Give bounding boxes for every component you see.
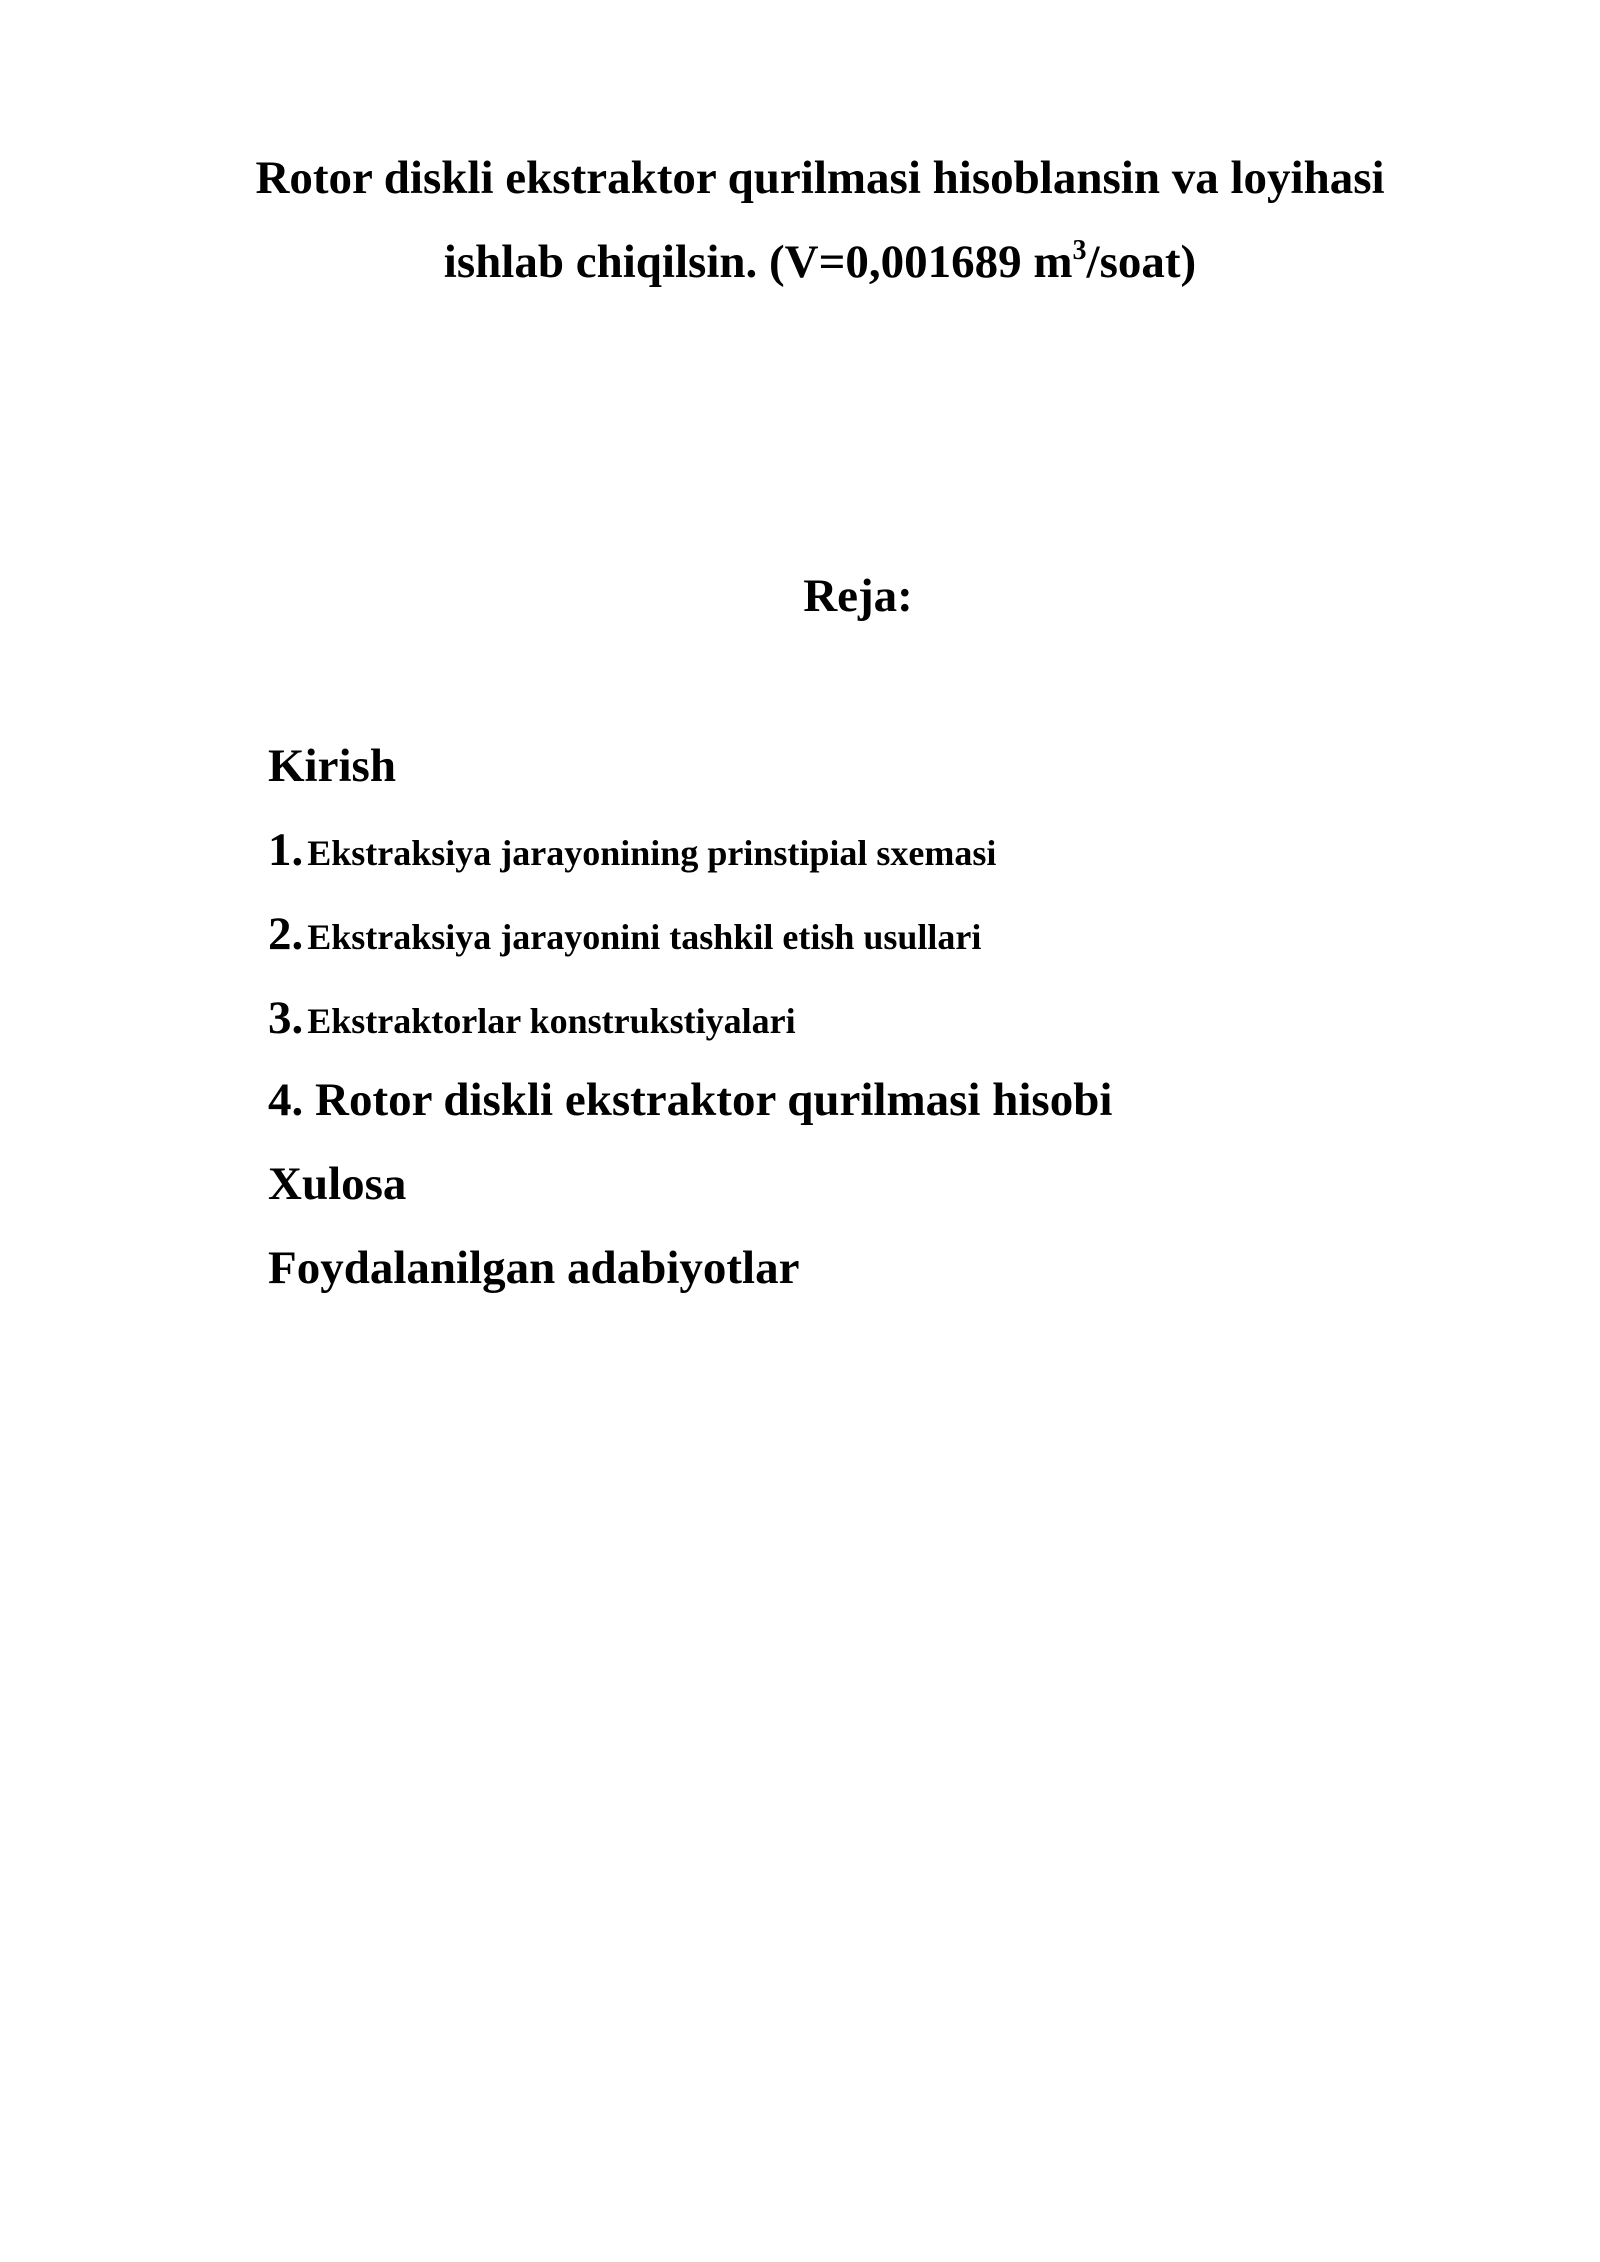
toc-item-1-text: Ekstraksiya jarayonining prinstipial sxemasi: [307, 833, 997, 873]
plan-heading: Reja:: [803, 570, 913, 622]
toc-item-2-number: 2.: [268, 908, 304, 960]
title-line-2-suffix: /soat): [1086, 236, 1197, 288]
document-title-line-2: [160, 234, 1480, 297]
toc-item-1-number: 1.: [268, 824, 304, 876]
toc-references: Foydalanilgan adabiyotlar: [268, 1242, 800, 1294]
toc-item-2-text: Ekstraksiya jarayonini tashkil etish usullari: [307, 917, 982, 957]
toc-conclusion: Xulosa: [268, 1158, 407, 1210]
title-line-2-prefix: ishlab chiqilsin. (V=0,001689 m: [443, 236, 1073, 288]
toc-item-3-number: 3.: [268, 992, 304, 1044]
toc-item-3-text: Ekstraktorlar konstrukstiyalari: [307, 1001, 796, 1041]
toc-item-3: [268, 990, 796, 1057]
toc-item-4: 4. Rotor diskli ekstraktor qurilmasi hisobi: [268, 1074, 1113, 1126]
toc-intro: Kirish: [268, 740, 396, 792]
toc-item-2: [268, 906, 981, 973]
toc-item-1: [268, 822, 996, 889]
title-superscript: 3: [1072, 235, 1087, 266]
document-title-line-1: Rotor diskli ekstraktor qurilmasi hisoblansin va loyihasi: [255, 152, 1385, 204]
